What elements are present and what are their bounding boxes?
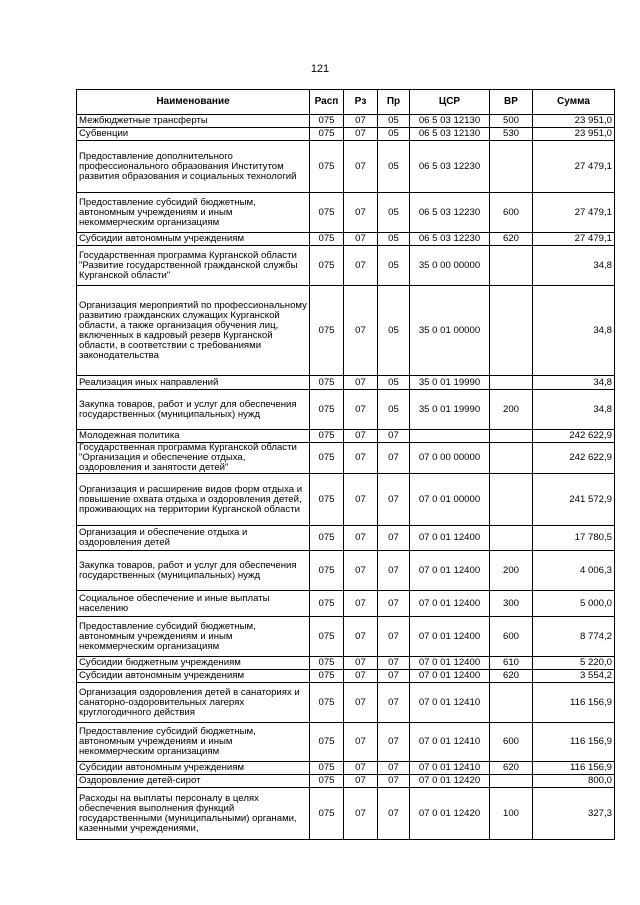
row-rz: 07	[344, 246, 378, 286]
header-sum: Сумма	[533, 90, 615, 115]
row-name: Молодежная политика	[77, 430, 310, 443]
row-pr: 05	[378, 286, 410, 376]
row-rasp: 075	[310, 376, 344, 390]
table-row	[77, 526, 615, 551]
row-pr: 07	[378, 474, 410, 526]
row-rz: 07	[344, 115, 378, 128]
row-csr: 35 0 01 19990	[410, 390, 490, 430]
row-sum: 800,0	[533, 775, 615, 788]
row-vr: 620	[490, 670, 533, 683]
row-name: Оздоровление детей-сирот	[77, 775, 310, 788]
row-vr	[490, 775, 533, 788]
row-sum: 116 156,9	[533, 762, 615, 775]
table-row	[77, 762, 615, 775]
row-pr: 07	[378, 670, 410, 683]
row-csr: 07 0 01 12400	[410, 657, 490, 670]
header-pr: Пр	[378, 90, 410, 115]
table-row	[77, 128, 615, 141]
row-csr: 07 0 01 12420	[410, 775, 490, 788]
row-vr	[490, 246, 533, 286]
row-csr: 07 0 01 12400	[410, 617, 490, 657]
header-vr: ВР	[490, 90, 533, 115]
row-csr: 06 5 03 12130	[410, 115, 490, 128]
row-vr: 200	[490, 551, 533, 591]
row-pr: 07	[378, 723, 410, 762]
row-vr	[490, 141, 533, 193]
row-pr: 07	[378, 657, 410, 670]
row-pr: 05	[378, 128, 410, 141]
row-vr: 530	[490, 128, 533, 141]
row-name: Субсидии бюджетным учреждениям	[77, 657, 310, 670]
row-sum: 34,8	[533, 376, 615, 390]
row-vr	[490, 430, 533, 443]
row-rz: 07	[344, 762, 378, 775]
row-rasp: 075	[310, 246, 344, 286]
table-row	[77, 617, 615, 657]
row-csr: 06 5 03 12230	[410, 193, 490, 233]
table-row	[77, 443, 615, 474]
row-pr: 07	[378, 617, 410, 657]
row-sum: 242 622,9	[533, 443, 615, 474]
row-rasp: 075	[310, 683, 344, 723]
row-rz: 07	[344, 193, 378, 233]
row-pr: 05	[378, 376, 410, 390]
row-vr	[490, 526, 533, 551]
row-sum: 116 156,9	[533, 723, 615, 762]
table-row	[77, 683, 615, 723]
row-name: Государственная программа Курганской области "Организация и обеспечение отдыха, оздоровления и занятости детей"	[77, 443, 310, 474]
row-csr: 07 0 01 12400	[410, 526, 490, 551]
row-rasp: 075	[310, 762, 344, 775]
row-csr: 06 5 03 12230	[410, 141, 490, 193]
row-sum: 23 951,0	[533, 115, 615, 128]
row-rasp: 075	[310, 128, 344, 141]
row-rasp: 075	[310, 788, 344, 840]
row-pr: 07	[378, 762, 410, 775]
row-rasp: 075	[310, 286, 344, 376]
row-name: Закупка товаров, работ и услуг для обеспечения государственных (муниципальных) нужд	[77, 390, 310, 430]
row-name: Организация оздоровления детей в санаториях и санаторно-оздоровительных лагерях круглогодичного действия	[77, 683, 310, 723]
row-csr: 07 0 01 12410	[410, 723, 490, 762]
row-vr: 620	[490, 233, 533, 246]
row-pr: 07	[378, 683, 410, 723]
row-sum: 116 156,9	[533, 683, 615, 723]
row-rasp: 075	[310, 657, 344, 670]
row-rasp: 075	[310, 670, 344, 683]
row-sum: 242 622,9	[533, 430, 615, 443]
row-csr: 07 0 01 12400	[410, 551, 490, 591]
row-csr: 06 5 03 12130	[410, 128, 490, 141]
row-rasp: 075	[310, 430, 344, 443]
table-row	[77, 591, 615, 617]
row-name: Государственная программа Курганской области "Развитие государственной гражданской службы Курганской области"	[77, 246, 310, 286]
row-sum: 8 774,2	[533, 617, 615, 657]
row-rz: 07	[344, 775, 378, 788]
row-sum: 34,8	[533, 390, 615, 430]
row-rz: 07	[344, 128, 378, 141]
row-sum: 3 554,2	[533, 670, 615, 683]
row-vr	[490, 376, 533, 390]
row-name: Реализация иных направлений	[77, 376, 310, 390]
row-csr: 35 0 01 19990	[410, 376, 490, 390]
row-sum: 5 220,0	[533, 657, 615, 670]
row-rasp: 075	[310, 141, 344, 193]
row-pr: 07	[378, 788, 410, 840]
row-csr: 07 0 01 12400	[410, 670, 490, 683]
header-csr: ЦСР	[410, 90, 490, 115]
row-csr: 07 0 01 12400	[410, 591, 490, 617]
row-csr: 07 0 01 12410	[410, 762, 490, 775]
row-rz: 07	[344, 670, 378, 683]
row-rasp: 075	[310, 775, 344, 788]
row-name: Расходы на выплаты персоналу в целях обеспечения выполнения функций государственными (муниципальными) органами, казенными учреждениями,	[77, 788, 310, 840]
row-name: Организация мероприятий по профессиональному развитию гражданских служащих Курганской области, а также организация обучения лиц, включенных в кадровый резерв Курганской области, в соответствии с требованиями законодательства	[77, 286, 310, 376]
row-rz: 07	[344, 526, 378, 551]
row-vr	[490, 474, 533, 526]
table-row	[77, 430, 615, 443]
row-rasp: 075	[310, 390, 344, 430]
row-vr: 620	[490, 762, 533, 775]
row-sum: 27 479,1	[533, 193, 615, 233]
row-rz: 07	[344, 233, 378, 246]
row-vr: 200	[490, 390, 533, 430]
header-rasp: Расп	[310, 90, 344, 115]
row-rasp: 075	[310, 443, 344, 474]
row-name: Предоставление субсидий бюджетным, автономным учреждениям и иным некоммерческим организациям	[77, 617, 310, 657]
row-name: Предоставление субсидий бюджетным, автономным учреждениям и иным некоммерческим организациям	[77, 723, 310, 762]
row-name: Субсидии автономным учреждениям	[77, 670, 310, 683]
row-sum: 4 006,3	[533, 551, 615, 591]
row-csr: 07 0 01 00000	[410, 474, 490, 526]
row-rz: 07	[344, 390, 378, 430]
row-sum: 27 479,1	[533, 233, 615, 246]
row-rz: 07	[344, 376, 378, 390]
row-rasp: 075	[310, 526, 344, 551]
row-vr	[490, 683, 533, 723]
row-name: Организация и обеспечение отдыха и оздоровления детей	[77, 526, 310, 551]
row-name: Закупка товаров, работ и услуг для обеспечения государственных (муниципальных) нужд	[77, 551, 310, 591]
row-sum: 327,3	[533, 788, 615, 840]
row-csr: 06 5 03 12230	[410, 233, 490, 246]
page-number: 121	[310, 63, 330, 75]
table-row	[77, 390, 615, 430]
table-row	[77, 775, 615, 788]
row-rasp: 075	[310, 617, 344, 657]
row-csr: 07 0 00 00000	[410, 443, 490, 474]
row-name: Субсидии автономным учреждениям	[77, 762, 310, 775]
row-rz: 07	[344, 723, 378, 762]
row-rz: 07	[344, 141, 378, 193]
row-rz: 07	[344, 430, 378, 443]
row-pr: 07	[378, 591, 410, 617]
row-rasp: 075	[310, 723, 344, 762]
row-name: Субсидии автономным учреждениям	[77, 233, 310, 246]
budget-table	[76, 89, 615, 840]
row-pr: 07	[378, 430, 410, 443]
row-rasp: 075	[310, 233, 344, 246]
table-row	[77, 551, 615, 591]
row-sum: 5 000,0	[533, 591, 615, 617]
row-vr: 600	[490, 193, 533, 233]
row-vr: 600	[490, 617, 533, 657]
row-sum: 17 780,5	[533, 526, 615, 551]
row-name: Субвенции	[77, 128, 310, 141]
row-rz: 07	[344, 617, 378, 657]
row-pr: 07	[378, 551, 410, 591]
table-row	[77, 141, 615, 193]
row-csr	[410, 430, 490, 443]
row-rasp: 075	[310, 193, 344, 233]
header-rz: Рз	[344, 90, 378, 115]
row-rz: 07	[344, 683, 378, 723]
row-pr: 05	[378, 390, 410, 430]
row-vr: 500	[490, 115, 533, 128]
row-csr: 35 0 01 00000	[410, 286, 490, 376]
row-pr: 05	[378, 141, 410, 193]
row-rz: 07	[344, 788, 378, 840]
row-csr: 07 0 01 12410	[410, 683, 490, 723]
table-row	[77, 788, 615, 840]
row-rz: 07	[344, 443, 378, 474]
table-row	[77, 670, 615, 683]
row-rz: 07	[344, 286, 378, 376]
table-row	[77, 376, 615, 390]
header-name: Наименование	[77, 90, 310, 115]
row-vr: 100	[490, 788, 533, 840]
row-name: Межбюджетные трансферты	[77, 115, 310, 128]
row-name: Предоставление дополнительного профессионального образования Институтом развития образования и социальных технологий	[77, 141, 310, 193]
row-rz: 07	[344, 551, 378, 591]
row-vr: 300	[490, 591, 533, 617]
table-row	[77, 193, 615, 233]
row-pr: 07	[378, 443, 410, 474]
row-sum: 241 572,9	[533, 474, 615, 526]
row-sum: 34,8	[533, 246, 615, 286]
row-rasp: 075	[310, 115, 344, 128]
table-row	[77, 233, 615, 246]
row-vr	[490, 443, 533, 474]
row-rasp: 075	[310, 591, 344, 617]
table-row	[77, 723, 615, 762]
row-rasp: 075	[310, 474, 344, 526]
table-row	[77, 246, 615, 286]
row-name: Предоставление субсидий бюджетным, автономным учреждениям и иным некоммерческим организациям	[77, 193, 310, 233]
row-vr: 600	[490, 723, 533, 762]
row-pr: 05	[378, 233, 410, 246]
row-pr: 05	[378, 246, 410, 286]
row-pr: 07	[378, 775, 410, 788]
row-rasp: 075	[310, 551, 344, 591]
row-pr: 05	[378, 115, 410, 128]
row-pr: 07	[378, 526, 410, 551]
row-sum: 27 479,1	[533, 141, 615, 193]
row-sum: 34,8	[533, 286, 615, 376]
table-row	[77, 474, 615, 526]
row-rz: 07	[344, 591, 378, 617]
table-header-row	[77, 90, 615, 115]
row-csr: 35 0 00 00000	[410, 246, 490, 286]
row-csr: 07 0 01 12420	[410, 788, 490, 840]
row-rz: 07	[344, 657, 378, 670]
row-sum: 23 951,0	[533, 128, 615, 141]
row-pr: 05	[378, 193, 410, 233]
table-row	[77, 657, 615, 670]
row-vr: 610	[490, 657, 533, 670]
row-name: Социальное обеспечение и иные выплаты населению	[77, 591, 310, 617]
row-vr	[490, 286, 533, 376]
table-row	[77, 286, 615, 376]
row-rz: 07	[344, 474, 378, 526]
table-row	[77, 115, 615, 128]
row-name: Организация и расширение видов форм отдыха и повышение охвата отдыха и оздоровления детей, проживающих на территории Курганской области	[77, 474, 310, 526]
